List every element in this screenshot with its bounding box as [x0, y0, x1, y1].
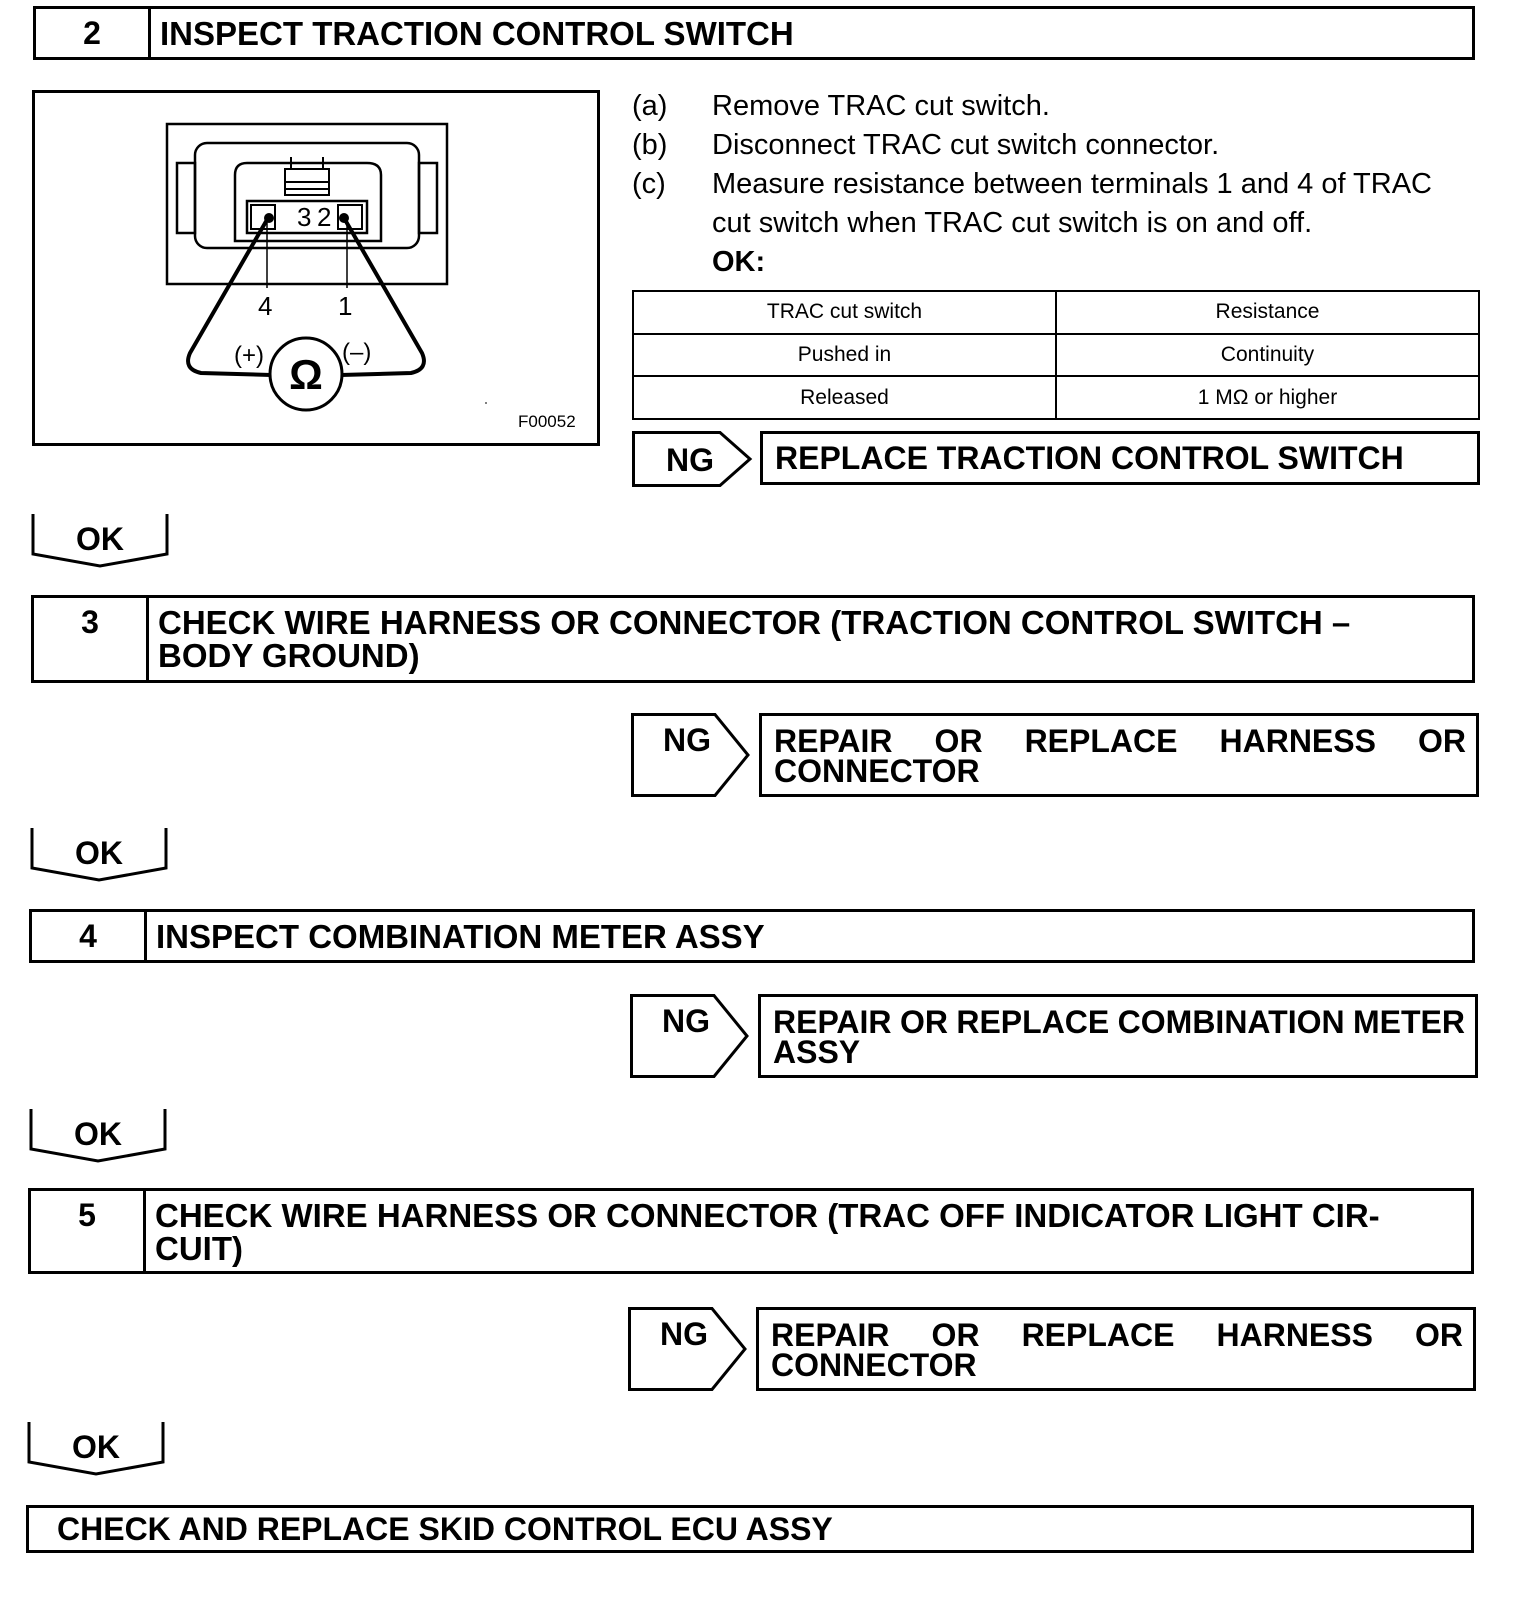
resistance-table — [632, 290, 1480, 420]
ng-word: REPLACE — [1021, 1317, 1175, 1353]
instruction-b-label: (b) — [632, 129, 668, 161]
step-3-header — [31, 595, 1475, 683]
table-row — [633, 376, 1479, 419]
step-title-line1: CHECK WIRE HARNESS OR CONNECTOR (TRAC OFF INDICATOR LIGHT CIR- — [155, 1197, 1380, 1234]
ng-result-box — [759, 713, 1479, 797]
ng-word: REPAIR — [771, 1317, 890, 1353]
ng-word: OR — [934, 723, 983, 759]
ng-word: REPLACE — [1024, 723, 1178, 759]
table-header: TRAC cut switch — [633, 291, 1056, 334]
step-title: INSPECT COMBINATION METER ASSY — [156, 917, 765, 955]
ng-result-line2: CONNECTOR — [771, 1347, 977, 1383]
ok-arrow — [28, 1107, 170, 1163]
instruction-c-text-line2: cut switch when TRAC cut switch is on and off. — [712, 207, 1313, 239]
terminal-1-label: 1 — [338, 291, 353, 321]
ok-arrow — [30, 512, 172, 568]
step-2-header — [33, 6, 1475, 60]
ng-word: REPAIR — [774, 723, 893, 759]
instruction-list — [632, 86, 1482, 286]
step-number: 2 — [36, 9, 151, 57]
ng-result-line1 — [774, 723, 1466, 759]
ng-word: REPAIR — [773, 1004, 892, 1040]
instruction-a-label: (a) — [632, 90, 668, 122]
table-header-row — [633, 291, 1479, 334]
table-cell: Released — [633, 376, 1056, 419]
instruction-a-text: Remove TRAC cut switch. — [712, 90, 1050, 122]
ng-word: REPLACE — [956, 1004, 1110, 1040]
minus-probe-label: (–) — [342, 339, 372, 366]
ng-word: HARNESS — [1216, 1317, 1373, 1353]
step-title-line2: CUIT) — [155, 1230, 243, 1267]
connector-diagram — [32, 90, 600, 446]
ok-label: OK — [72, 1429, 120, 1465]
final-action-text: CHECK AND REPLACE SKID CONTROL ECU ASSY — [57, 1510, 833, 1547]
ng-result-box — [758, 994, 1478, 1078]
table-cell: Pushed in — [633, 334, 1056, 377]
ok-arrow — [29, 826, 171, 882]
ng-result-line1 — [771, 1317, 1463, 1353]
figure-id: F00052 — [518, 412, 576, 431]
step-number: 5 — [31, 1191, 146, 1271]
step-title — [155, 1191, 1459, 1271]
ng-result-box — [756, 1307, 1476, 1391]
switch-connector-figure — [35, 93, 597, 443]
ng-arrow — [631, 713, 759, 797]
ng-result-text: REPLACE TRACTION CONTROL SWITCH — [775, 440, 1404, 476]
ok-criteria-heading: OK: — [712, 246, 766, 278]
ng-word: OR — [1414, 1317, 1463, 1353]
ng-label: NG — [663, 722, 711, 758]
ok-label: OK — [74, 1116, 122, 1152]
ohmmeter-symbol: Ω — [289, 351, 323, 398]
step-title: INSPECT TRACTION CONTROL SWITCH — [160, 14, 794, 52]
ng-label: NG — [660, 1316, 708, 1352]
step-5-header — [28, 1188, 1474, 1274]
terminal-4-label: 4 — [258, 291, 273, 321]
ng-result-line1 — [773, 1004, 1465, 1040]
ng-word: OR — [931, 1317, 980, 1353]
step-title — [158, 598, 1460, 680]
ok-label: OK — [76, 521, 124, 557]
table-row — [633, 334, 1479, 377]
step-title-line1: CHECK WIRE HARNESS OR CONNECTOR (TRACTION CONTROL SWITCH – — [158, 604, 1351, 641]
instruction-c-text-line1: Measure resistance between terminals 1 and 4 of TRAC — [712, 168, 1432, 200]
ng-arrow — [632, 431, 760, 487]
terminal-3-label: 3 — [297, 202, 312, 232]
ng-arrow — [630, 994, 758, 1078]
ok-label: OK — [75, 835, 123, 871]
ng-label: NG — [662, 1003, 710, 1039]
instruction-b-text: Disconnect TRAC cut switch connector. — [712, 129, 1220, 161]
ng-arrow — [628, 1307, 756, 1391]
ok-arrow — [26, 1420, 168, 1476]
step-4-header — [29, 909, 1475, 963]
ng-word: OR — [899, 1004, 948, 1040]
step-number: 4 — [32, 912, 147, 960]
terminal-2-label: 2 — [317, 202, 332, 232]
ng-result-box — [760, 431, 1480, 485]
instruction-c-label: (c) — [632, 168, 666, 200]
ng-result-line2: CONNECTOR — [774, 753, 980, 789]
final-action-box — [26, 1505, 1474, 1553]
step-number: 3 — [34, 598, 149, 680]
ng-word: HARNESS — [1219, 723, 1376, 759]
table-cell: 1 MΩ or higher — [1056, 376, 1479, 419]
step-title-line2: BODY GROUND) — [158, 637, 420, 674]
table-cell: Continuity — [1056, 334, 1479, 377]
ng-word: COMBINATION — [1117, 1004, 1345, 1040]
plus-probe-label: (+) — [234, 342, 264, 369]
ng-word: METER — [1353, 1004, 1465, 1040]
ng-word: OR — [1417, 723, 1466, 759]
ng-result-line2: ASSY — [773, 1034, 861, 1070]
table-header: Resistance — [1056, 291, 1479, 334]
ng-label: NG — [666, 442, 714, 478]
